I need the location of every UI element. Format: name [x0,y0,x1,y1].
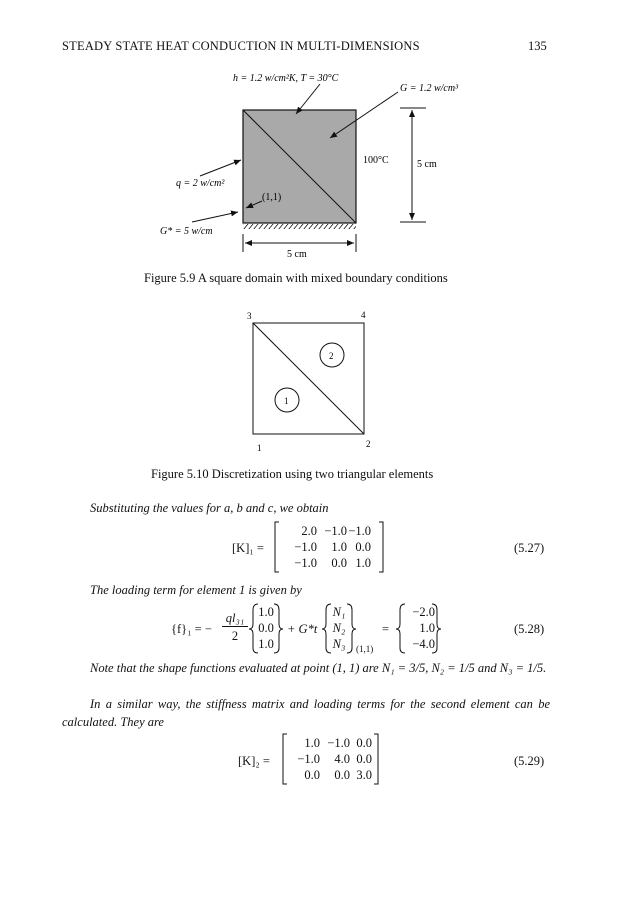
k1-r3c2: 0.0 [331,556,347,570]
running-title: STEADY STATE HEAT CONDUCTION IN MULTI-DIMENSIONS [62,39,420,53]
k2-r2c3: 0.0 [356,752,372,766]
k1-r1c3: −1.0 [348,524,371,538]
eq-5-28-plus-term: + G*t [287,622,318,636]
vec3-r2: 1.0 [419,621,435,635]
vec1-r3: 1.0 [258,637,274,651]
node-3: 3 [247,311,252,321]
figure-5-9-caption: Figure 5.9 A square domain with mixed boundary conditions [144,271,448,285]
eq-5-28-frac-num: ql₃₁ [222,611,248,627]
k2-r1c1: 1.0 [304,736,320,750]
k2-r3c3: 3.0 [356,768,372,782]
paragraph-1: Substituting the values for a, b and c, we obtain [90,501,329,515]
element-2-label: 2 [329,351,334,361]
vec1-r1: 1.0 [258,605,274,619]
eq-5-28-equals: = [382,622,390,636]
label-point-1-1: (1,1) [262,192,282,203]
label-5cm-bottom: 5 cm [287,249,307,260]
eq-5-29-number: (5.29) [514,754,545,768]
figure-5-10-caption: Figure 5.10 Discretization using two triangular elements [151,467,434,481]
k2-r3c1: 0.0 [304,768,320,782]
element-1-label: 1 [284,396,289,406]
k1-r2c2: 1.0 [331,540,347,554]
eq-5-27-number: (5.27) [514,541,545,555]
vec3-r3: −4.0 [412,637,435,651]
node-1: 1 [257,443,262,453]
k1-r3c3: 1.0 [355,556,371,570]
k1-r3c1: −1.0 [294,556,317,570]
eq-5-29-matrix [290,736,372,783]
k2-r2c2: 4.0 [334,752,350,766]
k2-r1c2: −1.0 [327,736,350,750]
label-5cm-right: 5 cm [417,159,437,170]
vec2-r1: N₁ [332,605,346,619]
k2-r1c3: 0.0 [356,736,372,750]
paragraph-2: The loading term for element 1 is given by [90,583,302,597]
eq-5-29-lhs: [K]₂ = [238,754,270,768]
eq-5-28-number: (5.28) [514,622,545,636]
vec2-r2: N₂ [332,621,346,635]
k1-r2c3: 0.0 [355,540,371,554]
label-h: h = 1.2 w/cm²K, T = 30°C [233,73,339,84]
paragraph-4: In a similar way, the stiffness matrix and loading terms for the second element can be calculated. They are [62,697,550,729]
eq-5-28-frac-den: 2 [231,629,239,643]
k1-r2c1: −1.0 [294,540,317,554]
k1-r1c1: 2.0 [301,524,317,538]
node-2: 2 [366,439,371,449]
k2-r2c1: −1.0 [297,752,320,766]
vec1-r2: 0.0 [258,621,274,635]
vec2-r3: N₃ [332,637,346,651]
label-G: G = 1.2 w/cm³ [400,83,459,94]
k1-r1c2: −1.0 [324,524,347,538]
eq-5-28-lhs: {f}₁ = − [171,622,212,636]
label-G-star: G* = 5 w/cm [160,226,213,237]
paragraph-3: Note that the shape functions evaluated at point (1, 1) are N₁ = 3/5, N₂ = 1/5 and N₃ = 1/5. [90,661,547,675]
vec3-r1: −2.0 [412,605,435,619]
eq-5-28-subscript: (1,1) [356,644,374,654]
node-4: 4 [361,310,366,320]
label-100C: 100°C [363,155,389,166]
eq-5-27-lhs: [K]₁ = [232,541,264,555]
label-q: q = 2 w/cm² [176,178,225,189]
k2-r3c2: 0.0 [334,768,350,782]
page-number: 135 [528,39,547,53]
